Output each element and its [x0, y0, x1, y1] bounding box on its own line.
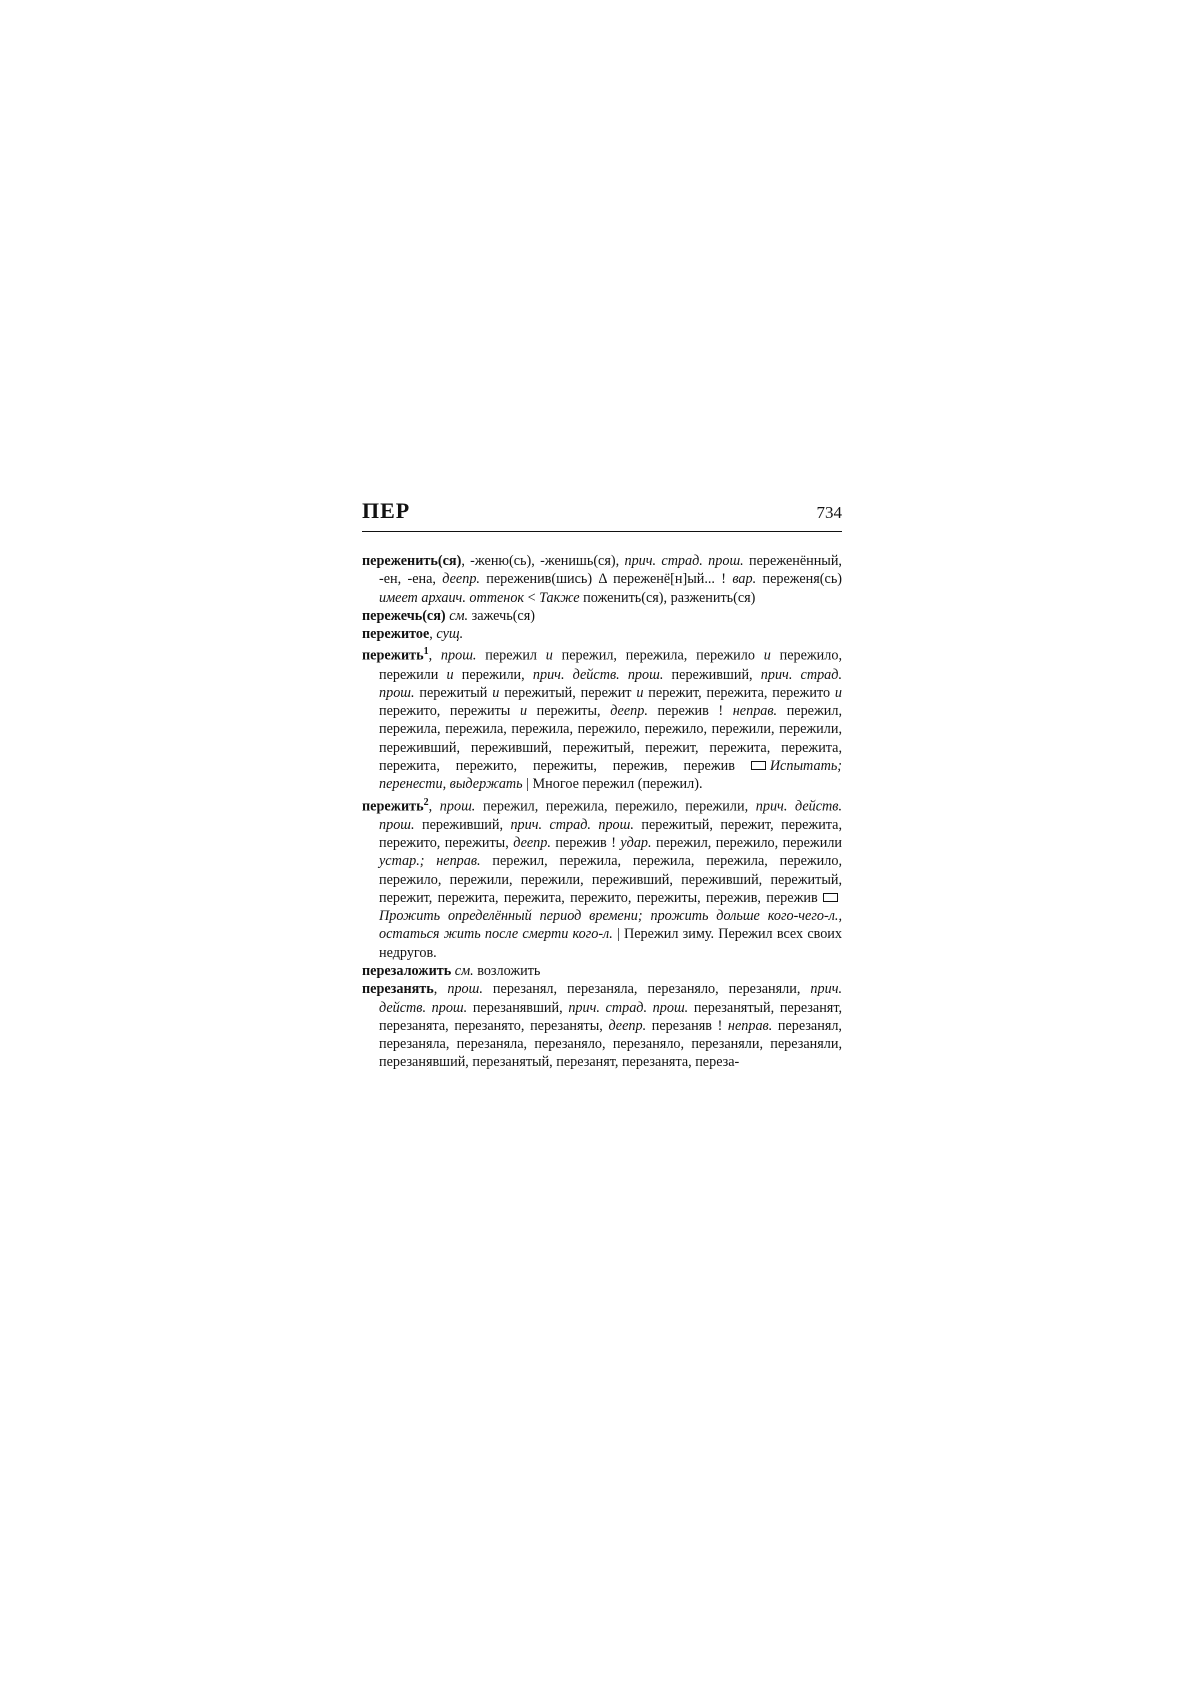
italic-label: неправ. — [727, 1017, 773, 1034]
entry-text: пережил, пережила, пережило — [552, 648, 764, 665]
italic-label: Также — [539, 589, 580, 606]
italic-label: прич. действ. прош. — [379, 798, 842, 833]
entry-text: зажечь(ся) — [468, 607, 535, 624]
entry-text: переженённый, -ен, -ена, — [379, 553, 842, 588]
italic-label: прич. действ. прош. — [532, 666, 664, 683]
entry-text: пережитый, пережит — [499, 684, 637, 701]
definition-box-icon — [751, 761, 766, 770]
italic-label: деепр. — [608, 1017, 647, 1034]
italic-label: и — [446, 666, 454, 683]
entry-text: пережито, пережиты — [379, 703, 520, 720]
entry-text: пережил, пережила, пережила, пережила, пережило, пережило, пережили, пережили, переживший, переживший, пережитый, пережит, пережита, пережита, пережито, пережиты, пережив, пережив — [379, 853, 842, 906]
entry-text: пережил — [476, 648, 546, 665]
entry-text: поженить(ся), разженить(ся) — [579, 589, 756, 606]
italic-label: и — [636, 684, 644, 701]
entry-text: , — [433, 981, 448, 998]
headword: пережить — [362, 798, 424, 815]
entry-list — [362, 552, 842, 1072]
dictionary-entry — [362, 643, 842, 793]
entry-text: пережив ! — [550, 834, 621, 851]
entry-text: пережив ! — [647, 703, 733, 720]
dictionary-entry — [362, 625, 842, 643]
headword: переженить(ся) — [362, 553, 462, 569]
page-header — [362, 492, 842, 522]
italic-label: Прожить определённый период времени; прожить дольше кого-чего-л., остаться жить после смерти кого-л. — [379, 908, 842, 943]
italic-label: деепр. — [610, 703, 648, 720]
entry-text: переженив(шись) Δ переженё[н]ый... ! — [479, 571, 733, 588]
running-head: ПЕР — [362, 498, 411, 523]
italic-label: удар. — [620, 834, 652, 851]
entry-text: < — [524, 589, 540, 606]
italic-label: прош. — [439, 798, 476, 815]
entry-text: пережил, пережила, пережила, пережила, пережило, пережило, пережили, пережили, переживший, переживший, пережитый, пережит, пережита, пережита, пережита, пережито, пережиты, пережив, пережив — [379, 703, 842, 774]
entry-text: , — [429, 626, 437, 643]
entry-text: | Многое пережил (пережил). — [522, 776, 703, 793]
italic-label: и — [519, 703, 528, 720]
entry-text: пережило, пережили — [379, 648, 842, 683]
entry-text: переживший, — [414, 816, 511, 833]
italic-label: сущ. — [436, 626, 464, 643]
italic-label: вар. — [732, 571, 757, 588]
italic-label: и — [763, 648, 771, 665]
homonym-number: 2 — [423, 796, 429, 808]
entry-text: перезанявший, — [467, 999, 569, 1016]
italic-label: и — [834, 684, 842, 701]
italic-label: прич. страд. прош. — [510, 816, 634, 833]
entry-text: пережит, пережита, пережито — [643, 684, 835, 701]
homonym-number: 1 — [423, 646, 429, 658]
entry-text: , -женю(сь), -женишь(ся), — [461, 553, 625, 569]
entry-text: | Пережил зиму. Пережил всех своих недругов. — [379, 926, 842, 961]
entry-text: , — [428, 648, 441, 665]
italic-label: прич. страд. прош. — [624, 553, 744, 569]
italic-label: неправ. — [732, 703, 778, 720]
headword: пережитое — [362, 626, 430, 643]
italic-label: и — [492, 684, 500, 701]
entry-text: возложить — [473, 963, 541, 979]
entry-text: пережитый — [414, 684, 493, 701]
dictionary-entry — [362, 607, 842, 625]
dictionary-entry — [362, 980, 842, 1071]
headword: пережить — [362, 648, 424, 665]
italic-label: деепр. — [442, 571, 480, 588]
definition-box-icon — [823, 893, 838, 902]
entry-text: пережил, пережила, пережило, пережили, — [475, 798, 756, 815]
dictionary-entry — [362, 962, 842, 980]
entry-text: переживший, — [663, 666, 761, 683]
italic-label: и — [545, 648, 553, 665]
italic-label: устар.; неправ. — [379, 853, 481, 870]
entry-text: , — [428, 798, 440, 815]
italic-label: Испытать; перенести, выдержать — [379, 758, 842, 793]
italic-label: см. — [449, 607, 469, 624]
entry-text: перезанял, перезаняла, перезаняла, перезаняло, перезаняло, перезаняли, перезаняли, перезанявший, перезанятый, перезанят, перезанята, переза- — [379, 1017, 842, 1071]
page-number: 734 — [816, 503, 842, 522]
entry-text: перезанял, перезаняла, перезаняло, перезаняли, — [482, 981, 811, 998]
entry-text: пережитый, пережит, пережита, пережито, пережиты, — [379, 816, 843, 851]
entry-text: пережил, пережило, пережили — [651, 834, 842, 851]
headword: пережечь(ся) — [362, 607, 446, 624]
italic-label: деепр. — [513, 834, 551, 851]
entry-text: перезанятый, перезанят, перезанята, перезанято, перезаняты, — [379, 999, 842, 1034]
dictionary-entry — [362, 794, 842, 962]
entry-text: пережиты, — [527, 703, 611, 720]
entry-text: перезаняв ! — [646, 1017, 728, 1034]
italic-label: имеет архаич. оттенок — [379, 589, 525, 606]
italic-label: прош. — [440, 648, 477, 665]
italic-label: прич. страд. прош. — [379, 666, 842, 701]
headword: перезанять — [362, 981, 434, 998]
entry-text: пережили, — [453, 666, 533, 683]
dictionary-page — [362, 492, 842, 1072]
header-rule — [362, 531, 842, 532]
dictionary-entry — [362, 552, 842, 607]
italic-label: прич. страд. прош. — [568, 999, 689, 1016]
headword: перезаложить — [362, 963, 452, 979]
entry-text: переженя(сь) — [756, 571, 843, 588]
italic-label: прош. — [447, 981, 483, 998]
italic-label: прич. действ. прош. — [379, 981, 843, 1016]
italic-label: см. — [454, 963, 474, 979]
